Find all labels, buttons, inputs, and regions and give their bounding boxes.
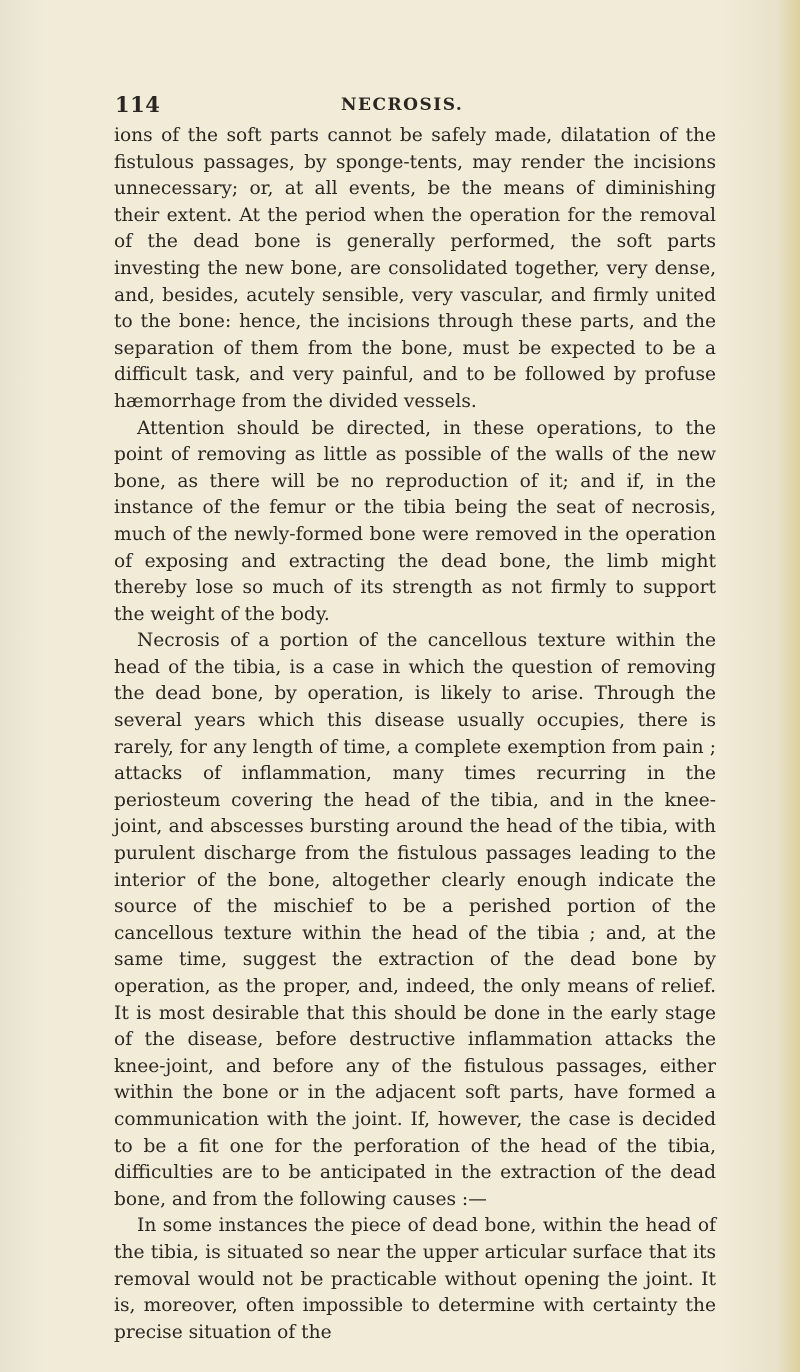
paragraph-instances: In some instances the piece of dead bone, within the head of the tibia, is situated so near the upper articular surface that its removal would not be practicable without opening the joint. It is, moreover, often impossible to determine with certainty the precise situation of the [114, 1215, 716, 1343]
paragraph-continuation: ions of the soft parts cannot be safely made, dilatation of the fistulous passages, by sponge-tents, may render the incisions unnecessary; or, at all events, be the means of diminishing their extent. At the period when the operation for the removal of the dead bone is generally performed, the soft parts investing the new bone, are consolidated together, very dense, and, besides, acutely sensible, very vascular, and firmly united to the bone: hence, the incisions through these parts, and the separation of them from the bone, must be expected to be a difficult task, and very painful, and to be followed by profuse hæmorrhage from the divided vessels. [114, 125, 716, 412]
page-number: 114 [115, 92, 161, 117]
page-header [115, 92, 715, 122]
body-text [114, 123, 716, 1346]
page-edge-stain [778, 0, 800, 1372]
running-head: NECROSIS. [341, 95, 464, 115]
paragraph-necrosis-tibia: Necrosis of a portion of the cancellous texture within the head of the tibia, is a case in which the question of removing the dead bone, by operation, is likely to arise. Through the several years which this disease usually occupies, there is rarely, for any length of time, a complete exemption from pain ; attacks of inflammation, many times recurring in the periosteum covering the head of the tibia, and in the knee-joint, and abscesses bursting around the head of the tibia, with purulent discharge from the fistulous passages leading to the interior of the bone, altogether clearly enough indicate the source of the mischief to be a perished portion of the cancellous texture within the head of the tibia ; and, at the same time, suggest the extraction of the dead bone by operation, as the proper, and, indeed, the only means of relief. It is most desirable that this should be done in the early stage of the disease, before destructive inflammation attacks the knee-joint, and before any of the fistulous passages, either within the bone or in the adjacent soft parts, have formed a communication with the joint. If, however, the case is decided to be a fit one for the perforation of the head of the tibia, difficulties are to be anticipated in the extraction of the dead bone, and from the following causes :— [114, 630, 716, 1210]
paragraph-attention: Attention should be directed, in these operations, to the point of removing as little as possible of the walls of the new bone, as there will be no reproduction of it; and if, in the instance of the femur or the tibia being the seat of necrosis, much of the newly-formed bone were removed in the operation of exposing and extracting the dead bone, the limb might thereby lose so much of its strength as not firmly to support the weight of the body. [114, 417, 716, 625]
